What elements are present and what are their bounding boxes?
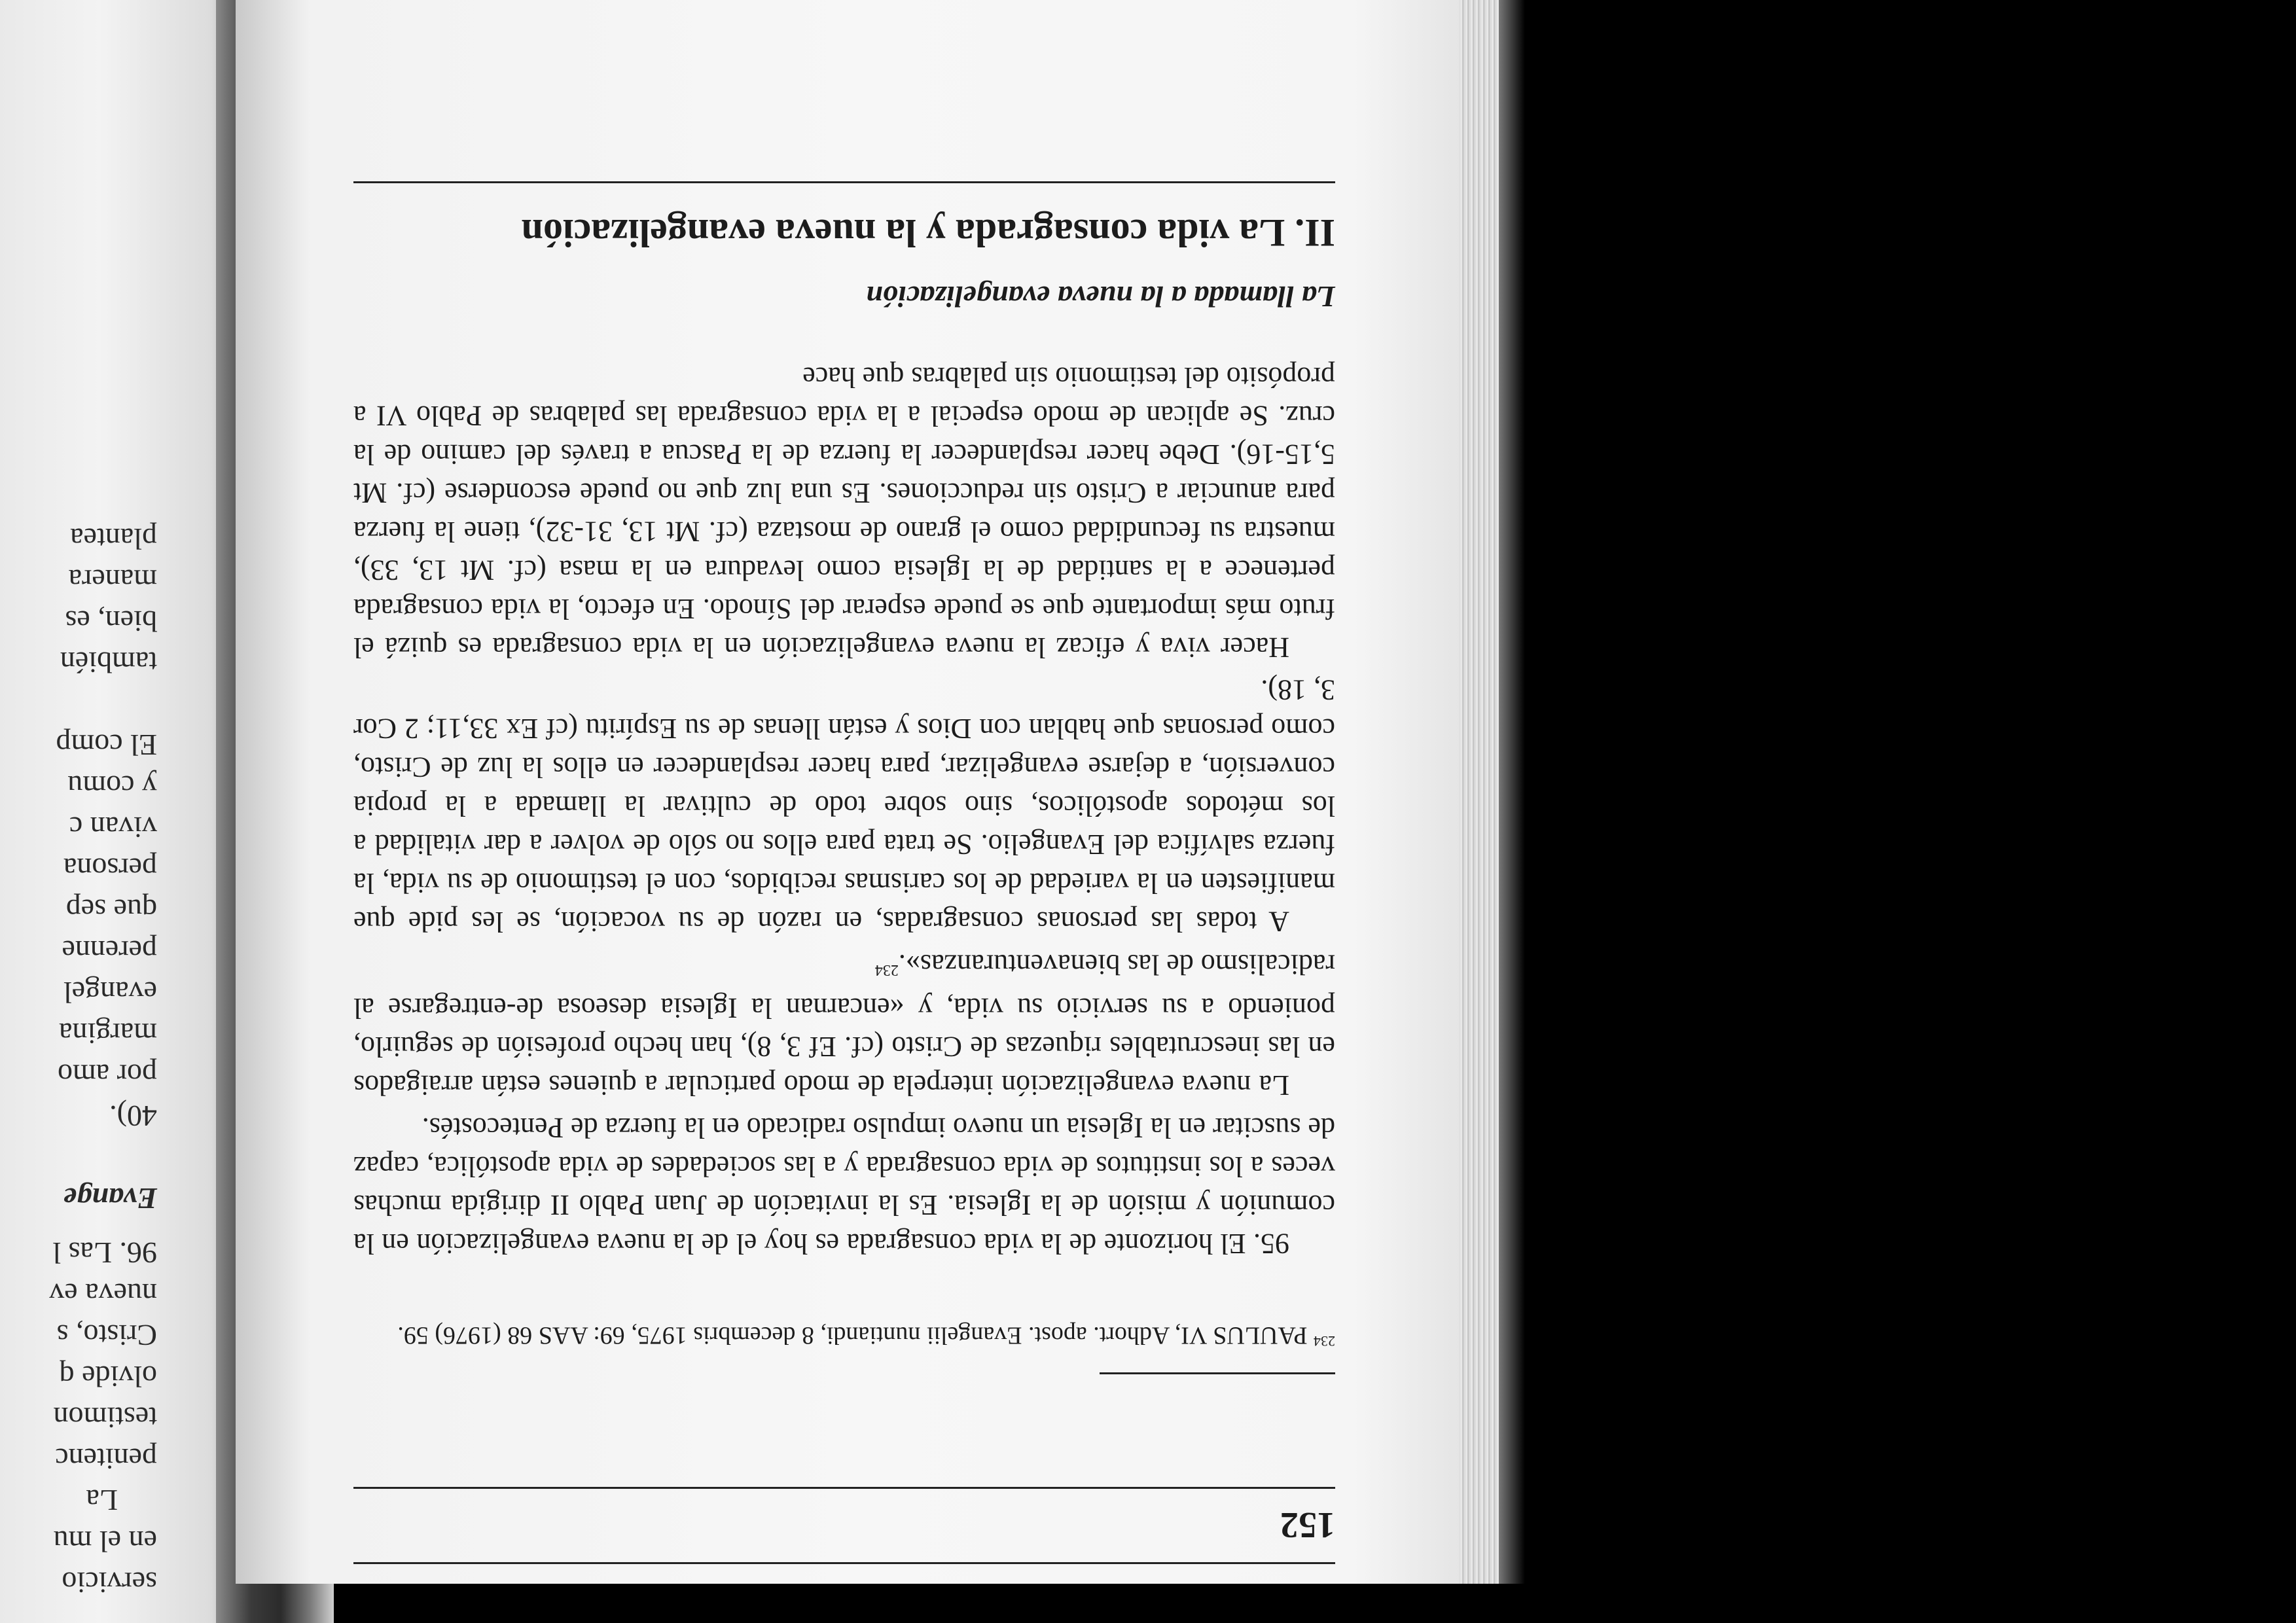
left-line: también (60, 646, 157, 679)
left-line: El comp (56, 728, 157, 762)
left-line: perenne (62, 935, 157, 968)
left-line: Cristo, s (56, 1319, 157, 1352)
left-line: que sep (65, 893, 157, 927)
left-line: y comu (67, 770, 157, 803)
left-page (0, 0, 249, 1623)
footnote-rule (1100, 1372, 1335, 1374)
paragraph-text: La nueva evangelización interpela de modo particular a quienes están arraigados en las inescrutables riquezas de Cristo (cf. Ef 3, 8), han hecho profesión de seguirlo, poniendo a su servicio su vida, y «encarnan la Iglesia deseosa de-entregarse al radicalismo de las bienaventuranzas». (353, 948, 1335, 1101)
body-text (353, 354, 1335, 1263)
left-line: manera (68, 563, 157, 597)
paragraph (353, 945, 1335, 1105)
header-rule (353, 1487, 1335, 1489)
left-line: 96. Las l (52, 1236, 157, 1270)
top-rule (353, 1562, 1335, 1564)
section-heading: II. La vida consagrada y la nueva evangelización (521, 211, 1335, 255)
left-line: testimon (53, 1401, 157, 1435)
left-page-text (0, 518, 157, 1603)
left-line: plantea (70, 522, 157, 556)
left-line: nueva ev (49, 1277, 157, 1311)
left-line: persona (63, 852, 157, 885)
page-number: 152 (1280, 1505, 1335, 1545)
footnote-marker: 234 (1314, 1333, 1335, 1349)
left-line: evangel (63, 976, 157, 1009)
left-line: Evange (63, 1182, 157, 1215)
left-line (0, 683, 157, 724)
left-line: penitenc (55, 1442, 157, 1476)
left-line: bien, es (65, 605, 157, 638)
left-line: en el mu (53, 1525, 157, 1558)
footnote-text: PAULUS VI, Adhort. apost. Evangelii nuntiandi, 8 decembris 1975, 69: AAS 68 (1976) 59. (397, 1321, 1308, 1349)
left-line: olvide q (59, 1360, 157, 1393)
paragraph: Hacer viva y eficaz la nueva evangelización en la vida consagrada es quizá el fruto más importante que se puede esperar del Sínodo. En efecto, la vida consagrada pertenece a la santidad de la Iglesia como levadura en la masa (cf. Mt 13, 33), muestra su fecundidad como el grano de mostaza (cf. Mt 13, 31-32), tiene la fuerza para anunciar a Cristo sin reducciones. Es una luz que no puede esconderse (cf. Mt 5,15-16). Debe hacer resplandecer la fuerza de la Pascua a través del camino de la cruz. Se aplican de modo especial a la vida consagrada las palabras de Pablo VI a propósito del testimonio sin palabras que hace (353, 361, 1335, 664)
paragraph: A todas las personas consagradas, en razón de su vocación, se les pide que manifiesten en la variedad de los carismas recibidos, con el testimonio de su vida, la fuerza salvífica del Evangelio. Se trata para ellos no sólo de volver a dar vitalidad a los métodos apostólicos, sino sobre todo de cultivar la llamada a la propia conversión, a dejarse evangelizar, para hacer resplandecer en ellos la luz de Cristo, como personas que hablan con Dios y están llenas de su Espíritu (cf Ex 33,11; 2 Cor 3, 18). (353, 674, 1335, 938)
section-subheading: La llamada a la nueva evangelización (866, 280, 1335, 313)
page-shadow (1499, 0, 1525, 1584)
left-line: La (86, 1484, 118, 1517)
page-content-rotated (353, 39, 1335, 1571)
left-line: por amo (57, 1058, 157, 1092)
left-line: margina (59, 1017, 157, 1050)
footnote-ref: 234 (874, 961, 899, 978)
left-line: servicio (62, 1566, 157, 1599)
left-line: 40). (109, 1099, 157, 1133)
footnote (353, 1318, 1335, 1358)
heading-rule (353, 181, 1335, 183)
paragraph-95: 95. El horizonte de la vida consagrada es hoy el de la nueva evangelización en la comunión y misión de la Iglesia. Es la invitación de Juan Pablo II dirigida muchas veces a los institutos de vida consagrada y a las sociedades de vida apostólica, capaz de suscitar en la Iglesia un nuevo impulso radicado en la fuerza de Pentecostés. (353, 1112, 1335, 1260)
left-page-rotated (0, 0, 236, 1623)
left-line: vivan c (69, 811, 157, 844)
left-line (0, 1137, 157, 1178)
